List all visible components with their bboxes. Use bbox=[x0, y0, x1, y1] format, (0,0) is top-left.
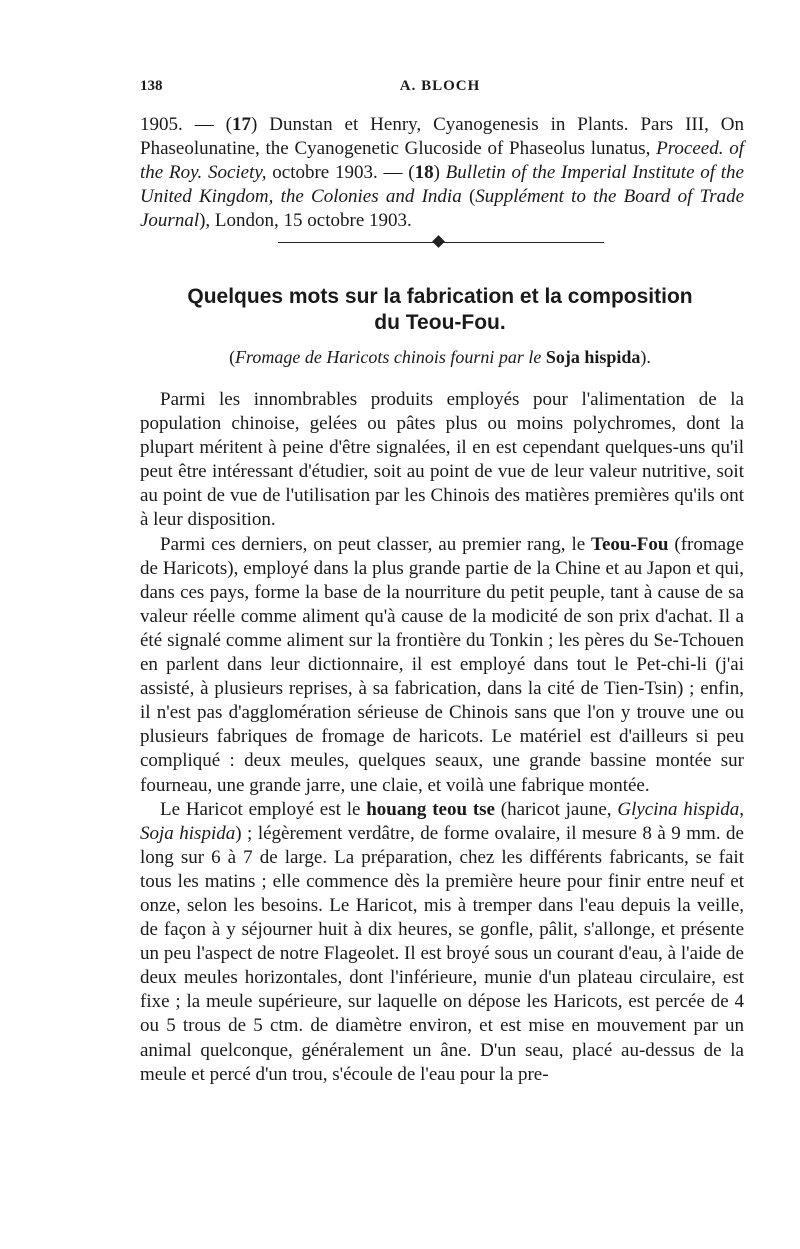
subtitle-italic: Fromage de Haricots chinois fourni par le bbox=[235, 347, 546, 367]
paragraph bbox=[140, 533, 744, 798]
paragraph-text: , bbox=[739, 798, 744, 820]
title-line: Quelques mots sur la fabrication et la composition bbox=[187, 285, 693, 308]
term-bold: Teou-Fou bbox=[591, 533, 669, 555]
paragraph-text: Parmi ces derniers, on peut classer, au premier rang, le bbox=[160, 533, 592, 555]
paragraph-text: ) ; légèrement verdâtre, de forme ovalaire, il mesure 8 à 9 mm. de long sur 6 à 7 de large. La préparation, chez les différents fabricants, se fait tous les matins ; elle commence dès la première heure pour finir entre neuf et onze, selon les besoins. Le Haricot, mis à tremper dans l'eau depuis la veille, de façon à y séjourner huit à dix heures, se gonfle, pâlit, s'allonge, et présente un peu l'aspect de notre Flageolet. Il est broyé sous un courant d'eau, à l'aide de deux meules horizontales, dont l'inférieure, munie d'un plateau circulaire, est fixe ; la meule supérieure, sur laquelle on dépose les Haricots, est percée de 4 ou 5 trous de 5 ctm. de diamètre environ, et est mise en mouvement par un animal quelconque, généralement un âne. D'un seau, placé au-dessus de la meule et percé d'un trou, s'écoule de l'eau pour la pre- bbox=[140, 822, 744, 1085]
article-body bbox=[140, 388, 744, 1087]
ref-number: 17 bbox=[231, 114, 251, 135]
ref-journal: Proceed. of the Roy. Society, bbox=[140, 138, 744, 183]
ref-text: octobre 1903. — ( bbox=[266, 162, 415, 183]
paragraph-text: (haricot jaune, bbox=[494, 798, 618, 820]
subtitle-bold: Soja hispida bbox=[545, 347, 641, 367]
species-name: Glycina hispida bbox=[617, 798, 740, 820]
paragraph: Parmi les innombrables produits employés pour l'alimentation de la population chinoise, gelées ou pâtes plus ou moins polychromes, dont la plupart méritent à peine d'être signalées, il en est cependant quelques-uns qu'il peut être intéressant d'étudier, soit au point de vue de leur valeur nutritive, soit au point de vue de l'utilisation par les Chinois des matières premières qu'ils ont à leur disposition. bbox=[140, 389, 744, 531]
title-line: du Teou-Fou. bbox=[374, 311, 506, 334]
article-title bbox=[120, 284, 760, 336]
page-header bbox=[140, 78, 740, 102]
ref-text: ) bbox=[433, 162, 446, 183]
paragraph bbox=[140, 798, 744, 1087]
term-bold: houang teou tse bbox=[366, 798, 495, 820]
ref-journal: Supplément to the Board of Trade Journal bbox=[140, 186, 745, 231]
subtitle-text: ). bbox=[640, 347, 651, 367]
ref-text: ), London, 15 octobre 1903. bbox=[199, 210, 412, 231]
diamond-ornament-icon bbox=[432, 235, 445, 248]
running-title: A. BLOCH bbox=[399, 78, 481, 94]
reference-entry bbox=[140, 113, 744, 233]
ref-text: ( bbox=[461, 186, 476, 207]
ref-journal: Bulletin of the Imperial Institute of the United Kingdom, the Colonies and India bbox=[140, 162, 744, 207]
references-block bbox=[140, 113, 744, 233]
species-name: Soja hispida bbox=[140, 822, 236, 844]
paragraph-text: (fromage de Haricots), employé dans la plus grande partie de la Chine et au Japon et qui, dans ces pays, forme la base de la nourriture du petit peuple, tant à cause de sa valeur réelle comme aliment qu'à cause de la modicité de son prix d'achat. Il a été signalé comme aliment sur la frontière du Tonkin ; les pères du Se-Tchouen en parlent dans leur dictionnaire, il est employé dans tout le Pet-chi-li (j'ai assisté, à plusieurs reprises, à sa fabrication, dans la cité de Tien-Tsin) ; enfin, il n'est pas d'agglomération sérieuse de Chinois sans que l'on y trouve une ou plusieurs fabriques de fromage de haricots. Le matériel est d'ailleurs si peu compliqué : deux meules, quelques seaux, une grande bassine montée sur fourneau, une grande jarre, une claie, et voilà une fabrique montée. bbox=[140, 533, 744, 796]
article-subtitle bbox=[120, 347, 760, 368]
page-number: 138 bbox=[140, 78, 163, 94]
ref-text: ) Dunstan et Henry, Cyanogenesis in Plants. Pars III, On Phaseolunatine, the Cyanogenetic Glucoside of Phaseolus lunatus, bbox=[140, 114, 745, 159]
ref-text: 1905. — ( bbox=[140, 114, 232, 135]
subtitle-text: ( bbox=[229, 347, 236, 367]
paragraph-text: Le Haricot employé est le bbox=[160, 798, 367, 820]
ref-number: 18 bbox=[414, 162, 434, 183]
